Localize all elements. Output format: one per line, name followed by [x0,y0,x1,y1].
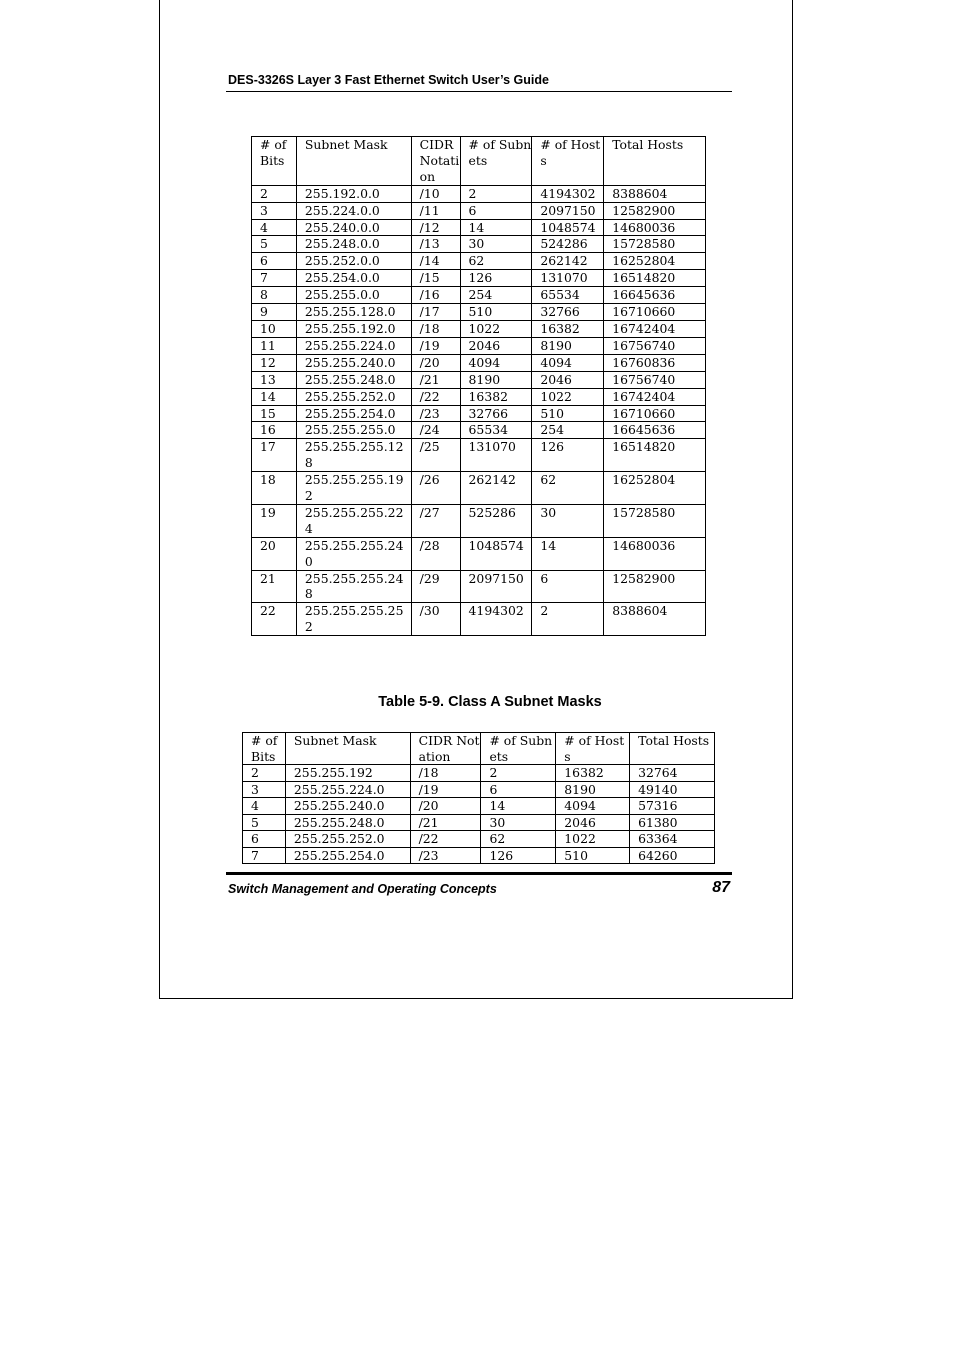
table-cell: 62 [460,253,532,270]
class-a-subnet-table [251,136,706,636]
table-cell: 255.255.128.0 [296,304,411,321]
table-cell: 8190 [556,781,630,798]
table-cell: 1022 [460,320,532,337]
table-cell: 1048574 [460,537,532,570]
table-row [252,304,706,321]
table-cell: 131070 [532,270,604,287]
column-header: Total Hosts [630,733,715,765]
table-cell: /22 [411,388,460,405]
table-cell: 20 [252,537,297,570]
table-cell: 4194302 [460,603,532,636]
table-cell: 255.240.0.0 [296,219,411,236]
table-cell: 4 [252,219,297,236]
table-cell: 16382 [460,388,532,405]
table-cell: 255.255.0.0 [296,287,411,304]
table-cell: 510 [556,847,630,864]
table-row [243,814,715,831]
table-cell: 1022 [556,831,630,848]
table-cell: 255.252.0.0 [296,253,411,270]
table-cell: 1022 [532,388,604,405]
table-row [252,236,706,253]
table-cell: 11 [252,337,297,354]
table-cell: 2046 [460,337,532,354]
table-cell: 6 [532,570,604,603]
column-header: # of Bits [243,733,286,765]
table-cell: /19 [411,337,460,354]
table-cell: 62 [532,472,604,505]
table-cell: 255.255.240.0 [296,354,411,371]
column-header: CIDR Notation [410,733,481,765]
footer-rule [226,872,732,875]
table-cell: 16252804 [604,472,706,505]
table-cell: 30 [532,504,604,537]
table-cell: 255.255.255.248 [296,570,411,603]
table-cell: 254 [460,287,532,304]
column-header: # of Subnets [481,733,556,765]
table-cell: /12 [411,219,460,236]
table-cell: 255.255.192 [285,765,410,782]
table-row [243,781,715,798]
table-cell: 16756740 [604,371,706,388]
table-cell: /18 [411,320,460,337]
table-row [252,388,706,405]
table-cell: 4094 [460,354,532,371]
table-cell: 255.255.224.0 [285,781,410,798]
table-cell: 262142 [460,472,532,505]
table-cell: 64260 [630,847,715,864]
table-cell: 14 [532,537,604,570]
table-cell: /30 [411,603,460,636]
column-header: Subnet Mask [296,137,411,186]
table-cell: 10 [252,320,297,337]
table-cell: 30 [481,814,556,831]
table-cell: 15728580 [604,504,706,537]
table-cell: 6 [481,781,556,798]
table-cell: 262142 [532,253,604,270]
table-cell: 8190 [460,371,532,388]
table-cell: 255.255.252.0 [285,831,410,848]
table-cell: 16 [252,422,297,439]
table-cell: /14 [411,253,460,270]
table-cell: /20 [411,354,460,371]
column-header: # of Subnets [460,137,532,186]
table-cell: 63364 [630,831,715,848]
table-cell: 255.192.0.0 [296,185,411,202]
table-row [243,798,715,815]
table-cell: 2 [532,603,604,636]
footer-title: Switch Management and Operating Concepts [228,882,497,896]
table-cell: 16382 [532,320,604,337]
table-cell: 8388604 [604,603,706,636]
table-row [252,472,706,505]
table-row [252,439,706,472]
table-cell: 255.255.255.192 [296,472,411,505]
table-cell: 13 [252,371,297,388]
header-rule [226,91,732,92]
table-cell: 255.254.0.0 [296,270,411,287]
column-header: # of Hosts [532,137,604,186]
table-cell: 65534 [532,287,604,304]
table-cell: 1048574 [532,219,604,236]
table-cell: 57316 [630,798,715,815]
table-cell: 254 [532,422,604,439]
table-cell: 14 [252,388,297,405]
table-cell: 255.255.254.0 [285,847,410,864]
table-cell: 5 [252,236,297,253]
table-cell: 4194302 [532,185,604,202]
table-cell: 22 [252,603,297,636]
table-cell: 126 [481,847,556,864]
table-cell: 255.255.255.128 [296,439,411,472]
table-row [252,504,706,537]
table-cell: 14 [460,219,532,236]
table-row [252,371,706,388]
table-cell: 32766 [532,304,604,321]
table-cell: 16756740 [604,337,706,354]
table-cell: 255.248.0.0 [296,236,411,253]
table-cell: 2 [243,765,286,782]
table-cell: 62 [481,831,556,848]
table-cell: 3 [252,202,297,219]
table-row [252,570,706,603]
table-cell: /21 [410,814,481,831]
table-cell: 4094 [532,354,604,371]
table-cell: 255.255.255.252 [296,603,411,636]
table-cell: 6 [460,202,532,219]
table-cell: 255.255.192.0 [296,320,411,337]
table-cell: 17 [252,439,297,472]
table-cell: /15 [411,270,460,287]
table-row [252,253,706,270]
table-cell: 15728580 [604,236,706,253]
table-cell: 8190 [532,337,604,354]
table-cell: 16742404 [604,388,706,405]
table-cell: 2046 [532,371,604,388]
table-cell: 16742404 [604,320,706,337]
table-cell: /28 [411,537,460,570]
table-cell: 16514820 [604,439,706,472]
table-row [252,354,706,371]
table-cell: 255.255.248.0 [296,371,411,388]
table-cell: 126 [532,439,604,472]
table-cell: 255.255.240.0 [285,798,410,815]
table-row [252,320,706,337]
table-row [252,219,706,236]
table-cell: /11 [411,202,460,219]
table-cell: /19 [410,781,481,798]
table-cell: /27 [411,504,460,537]
table-cell: 9 [252,304,297,321]
table-cell: 14680036 [604,219,706,236]
column-header: Total Hosts [604,137,706,186]
table-cell: 4094 [556,798,630,815]
table-row [252,337,706,354]
table-cell: 16645636 [604,287,706,304]
table-cell: 255.255.224.0 [296,337,411,354]
table-row [252,287,706,304]
table-cell: 65534 [460,422,532,439]
table-row [252,270,706,287]
table-cell: 16760836 [604,354,706,371]
table-cell: 8388604 [604,185,706,202]
table-cell: 126 [460,270,532,287]
table-cell: 12582900 [604,570,706,603]
table-cell: 2097150 [460,570,532,603]
table-cell: /23 [410,847,481,864]
table-cell: 524286 [532,236,604,253]
table-cell: 2 [460,185,532,202]
table-cell: 16252804 [604,253,706,270]
table-cell: 49140 [630,781,715,798]
table-cell: 2046 [556,814,630,831]
table-cell: 255.255.255.240 [296,537,411,570]
table-cell: 16710660 [604,405,706,422]
table-cell: /18 [410,765,481,782]
table-cell: 12 [252,354,297,371]
table-cell: /24 [411,422,460,439]
table-row [252,185,706,202]
column-header: CIDR Notation [411,137,460,186]
table-cell: 5 [243,814,286,831]
table-cell: 12582900 [604,202,706,219]
header-title: DES-3326S Layer 3 Fast Ethernet Switch User’s Guide [228,73,549,87]
column-header: Subnet Mask [285,733,410,765]
table-cell: 2 [252,185,297,202]
table-cell: 6 [252,253,297,270]
table-cell: /25 [411,439,460,472]
page-number: 87 [712,879,730,896]
table-cell: 2097150 [532,202,604,219]
table-cell: 8 [252,287,297,304]
table-cell: /26 [411,472,460,505]
table-row [243,765,715,782]
table-cell: 14680036 [604,537,706,570]
table-row [243,847,715,864]
table-cell: 30 [460,236,532,253]
table-cell: /13 [411,236,460,253]
column-header: # of Bits [252,137,297,186]
table-header-row [252,137,706,186]
table-cell: 32766 [460,405,532,422]
table-cell: /21 [411,371,460,388]
table-cell: /16 [411,287,460,304]
table-row [252,537,706,570]
table-cell: 3 [243,781,286,798]
table-cell: 255.255.254.0 [296,405,411,422]
table-cell: /22 [410,831,481,848]
table-cell: 16514820 [604,270,706,287]
table-cell: 21 [252,570,297,603]
table-cell: 7 [243,847,286,864]
table-cell: 19 [252,504,297,537]
table-cell: 255.255.248.0 [285,814,410,831]
table-row [252,202,706,219]
table-cell: /20 [410,798,481,815]
table-cell: /17 [411,304,460,321]
table-cell: 255.255.255.224 [296,504,411,537]
table-cell: 510 [532,405,604,422]
table-cell: 2 [481,765,556,782]
table-cell: 18 [252,472,297,505]
table-cell: /29 [411,570,460,603]
table-cell: 14 [481,798,556,815]
class-b-subnet-table [242,732,715,864]
table-cell: 61380 [630,814,715,831]
table-cell: 16645636 [604,422,706,439]
table-row [252,405,706,422]
table-cell: 525286 [460,504,532,537]
table-cell: /10 [411,185,460,202]
table-cell: 131070 [460,439,532,472]
table-cell: 16382 [556,765,630,782]
table-cell: 255.224.0.0 [296,202,411,219]
table-row [252,422,706,439]
table-cell: 510 [460,304,532,321]
table-cell: 7 [252,270,297,287]
table-cell: 15 [252,405,297,422]
table-cell: /23 [411,405,460,422]
table-cell: 4 [243,798,286,815]
table-row [243,831,715,848]
table-header-row [243,733,715,765]
table-caption: Table 5-9. Class A Subnet Masks [378,694,602,710]
table-cell: 255.255.252.0 [296,388,411,405]
table-cell: 255.255.255.0 [296,422,411,439]
column-header: # of Hosts [556,733,630,765]
table-row [252,603,706,636]
table-cell: 16710660 [604,304,706,321]
table-cell: 6 [243,831,286,848]
table-cell: 32764 [630,765,715,782]
